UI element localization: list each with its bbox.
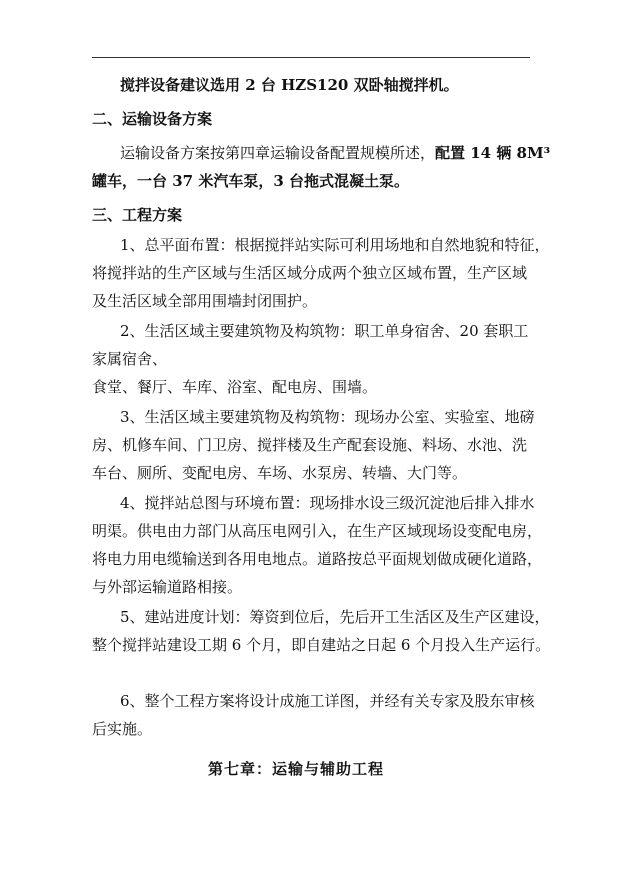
item-6-line-2: 后实施。 <box>92 720 153 738</box>
item-2-line-2: 家属宿舍、 <box>92 350 168 368</box>
item-3-line-1: 3、生活区域主要建筑物及构筑物：现场办公室、实验室、地磅 <box>120 408 535 426</box>
item-4-line-2: 明渠。供电由力部门从高压电网引入，在生产区域现场设变配电房， <box>92 522 543 540</box>
section-2-text-c: 罐车，一台 37 米汽车泵，3 台拖式混凝土泵。 <box>92 172 409 190</box>
item-5-line-1: 5、建站进度计划：筹资到位后，先后开工生活区及生产区建设， <box>120 608 550 626</box>
section-3-heading: 三、工程方案 <box>92 206 183 224</box>
section-2-paragraph <box>120 144 550 162</box>
section-2-text-a: 运输设备方案按第四章运输设备配置规模所述， <box>120 144 436 162</box>
item-3-line-2: 房、机修车间、门卫房、搅拌楼及生产配套设施、料场、水池、洗 <box>92 436 528 454</box>
chapter-title: 第七章：运输与辅助工程 <box>208 760 385 778</box>
item-4-line-1: 4、搅拌站总图与环境布置：现场排水设三级沉淀池后排入排水 <box>120 494 535 512</box>
item-4-line-3: 将电力用电缆输送到各用电地点。道路按总平面规划做成硬化道路， <box>92 550 543 568</box>
item-1-line-1: 1、总平面布置：根据搅拌站实际可利用场地和自然地貌和特征， <box>120 236 550 254</box>
header-rule <box>92 57 530 58</box>
section-2-heading: 二、运输设备方案 <box>92 110 213 128</box>
item-4-line-4: 与外部运输道路相接。 <box>92 578 243 596</box>
section-2-text-b: 配置 14 辆 8M³ <box>435 144 551 162</box>
item-1-line-2: 将搅拌站的生产区域与生活区域分成两个独立区域布置，生产区域 <box>92 264 528 282</box>
item-2-line-3: 食堂、餐厅、车库、浴室、配电房、围墙。 <box>92 378 378 396</box>
item-1-line-3: 及生活区域全部用围墙封闭围护。 <box>92 292 318 310</box>
item-5-line-2: 整个搅拌站建设工期 6 个月，即自建站之日起 6 个月投入生产运行。 <box>92 636 551 654</box>
item-3-line-3: 车台、厕所、变配电房、车场、水泵房、转墙、大门等。 <box>92 464 468 482</box>
item-6-line-1: 6、整个工程方案将设计成施工详图，并经有关专家及股东审核 <box>120 692 535 710</box>
intro-line: 搅拌设备建议选用 2 台 HZS120 双卧轴搅拌机。 <box>120 76 459 94</box>
item-2-line-1: 2、生活区域主要建筑物及构筑物：职工单身宿舍、20 套职工 <box>120 322 529 340</box>
